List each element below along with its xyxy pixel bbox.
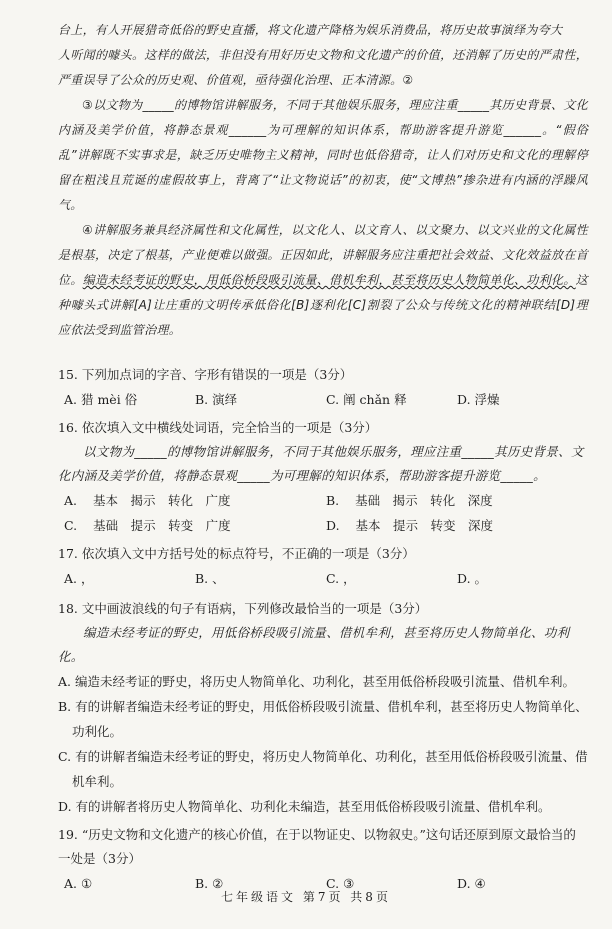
- q18-option-a[interactable]: A. 编造未经考证的野史，将历史人物简单化、功利化，甚至用低俗桥段吸引流量、借机牟利。: [58, 674, 575, 689]
- q15-options: [58, 387, 588, 412]
- q18-stem: 18. 文中画波浪线的句子有语病，下列修改最恰当的一项是（3分）: [58, 601, 428, 616]
- passage-line-2: 人听闻的噱头。这样的做法，非但没有用好历史文物和文化遗产的价值，还消解了历史的严肃性，严重误导了公众的历史观、价值观，亟待强化治理、正本清源。②: [58, 48, 588, 87]
- q18-quote: 编造未经考证的野史，用低俗桥段吸引流量、借机牟利，甚至将历史人物简单化、功利化。: [58, 625, 570, 664]
- q17-options: [58, 566, 588, 591]
- q17-option-c[interactable]: C. ，: [326, 571, 356, 586]
- q16-options: [58, 488, 588, 538]
- q15-option-d[interactable]: D. 浮燥: [457, 392, 500, 407]
- q18-option-c[interactable]: C. 有的讲解者编造未经考证的野史，将历史人物简单化、功利化，甚至用低俗桥段吸引流量、借机牟利。: [58, 749, 588, 789]
- q18-option-d[interactable]: D. 有的讲解者将历史人物简单化、功利化未编造，甚至用低俗桥段吸引流量、借机牟利。: [58, 799, 551, 814]
- q16-option-d[interactable]: D. 基本 提示 转变 深度: [326, 518, 494, 533]
- q16-option-b[interactable]: B. 基础 揭示 转化 深度: [326, 493, 493, 508]
- q19-option-d[interactable]: D. ④: [457, 876, 486, 891]
- q15-option-a[interactable]: A. 猎 mèi 俗: [64, 392, 138, 407]
- q15-stem: 15. 下列加点词的字音、字形有错误的一项是（3分）: [58, 367, 353, 382]
- q16-option-c[interactable]: C. 基础 提示 转变 广度: [64, 518, 231, 533]
- reading-passage: [58, 18, 588, 343]
- passage-line-1: 台上，有人开展猎奇低俗的野史直播，将文化遗产降格为娱乐消费品，将历史故事演绎为夸大: [58, 23, 563, 37]
- page-footer: 七年级语文 第7页 共8页: [221, 890, 391, 904]
- q19-option-c[interactable]: C. ③: [326, 876, 355, 891]
- q16-option-a[interactable]: A. 基本 揭示 转化 广度: [64, 493, 231, 508]
- q19-option-a[interactable]: A. ①: [64, 876, 93, 891]
- q17-stem: 17. 依次填入文中方括号处的标点符号，不正确的一项是（3分）: [58, 546, 415, 561]
- q16-stem: 16. 依次填入文中横线处词语，完全恰当的一项是（3分）: [58, 420, 378, 435]
- passage-paragraph-4: ④讲解服务兼具经济属性和文化属性，以文化人、以文育人、以文聚力、以文兴业的文化属性是根基，决定了根基，产业便难以做强。正因如此，讲解服务应注重把社会效益、文化效益放在首位。编造未经考证的野史，用低俗桥段吸引流量、借机牟利，甚至将历史人物简单化、功利化。这种噱头式讲解[A]让庄重的文明传承低俗化[B]逐利化[C]割裂了公众与传统文化的精神联结[D]理应依法受到监管治理。: [58, 223, 588, 337]
- q18-option-b[interactable]: B. 有的讲解者编造未经考证的野史，用低俗桥段吸引流量、借机牟利，甚至将历史人物简单化、功利化。: [58, 699, 588, 739]
- q15-option-c[interactable]: C. 阐 chǎn 释: [326, 392, 407, 407]
- questions: [58, 363, 588, 896]
- q17-option-b[interactable]: B. 、: [195, 571, 225, 586]
- q15-option-b[interactable]: B. 演绎: [195, 392, 238, 407]
- q17-option-d[interactable]: D. 。: [457, 571, 488, 586]
- wavy-underlined-sentence: 编造未经考证的野史，用低俗桥段吸引流量、借机牟利，甚至将历史人物简单化、功利化。: [82, 273, 576, 287]
- q16-sentence: 以文物为_____的博物馆讲解服务，不同于其他娱乐服务，理应注重_____其历史背景、文化内涵及美学价值，将静态景观_____为可理解的知识体系，帮助游客提升游览_____。: [58, 444, 584, 483]
- passage-paragraph-3: ③以文物为_____的博物馆讲解服务，不同于其他娱乐服务，理应注重_____其历史背景、文化内涵及美学价值，将静态景观______为可理解的知识体系，帮助游客提升游览______。“假俗乱”讲解既不实事求是，缺乏历史唯物主义精神，同时也低俗猎奇，让人们对历史和文化的理解停留在粗浅且荒诞的虚假故事上，背离了“让文物说话”的初衷，使“文博热”掺杂进有内涵的浮躁风气。: [58, 98, 588, 212]
- q19-stem: 19. “历史文物和文化遗产的核心价值，在于以物证史、以物叙史。”这句话还原到原文最恰当的一处是（3分）: [58, 827, 576, 866]
- q17-option-a[interactable]: A. ，: [64, 571, 94, 586]
- q19-option-b[interactable]: B. ②: [195, 876, 224, 891]
